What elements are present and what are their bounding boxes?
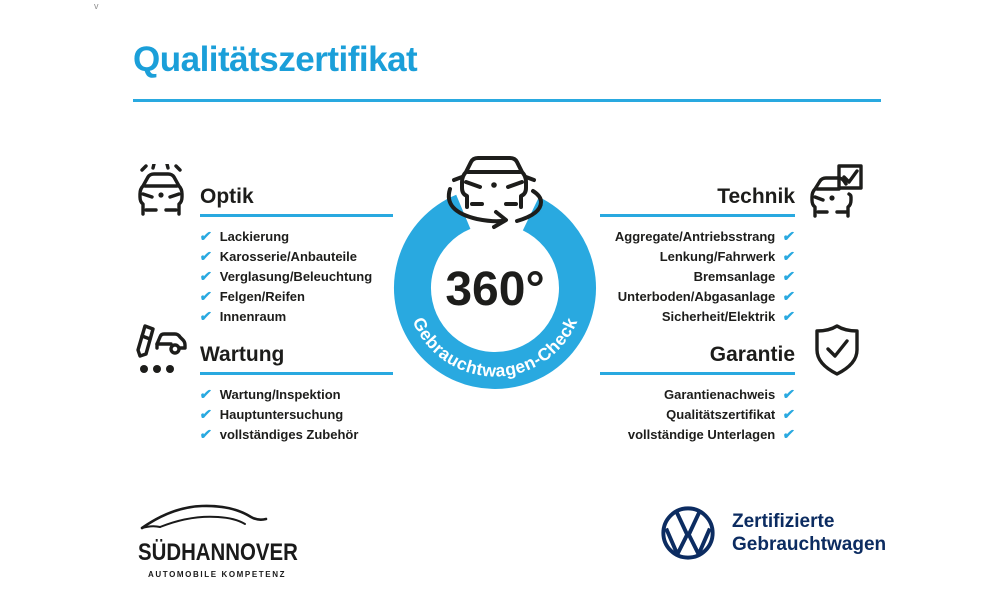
check-icon: ✔	[782, 406, 797, 422]
check-icon: ✔	[198, 248, 213, 264]
vw-certified-line2: Gebrauchtwagen	[732, 534, 887, 555]
check-item-label: Karosserie/Anbauteile	[219, 248, 358, 264]
check-item-label: vollständige Unterlagen	[627, 426, 776, 442]
shield-check-icon	[809, 322, 865, 378]
check-item-label: Verglasung/Beleuchtung	[219, 268, 373, 284]
check-item-label: Lenkung/Fahrwerk	[659, 248, 776, 264]
check-item-label: Unterboden/Abgasanlage	[617, 288, 776, 304]
dealer-name: SÜDHANNOVER	[138, 539, 298, 566]
check-icon: ✔	[198, 308, 213, 324]
check-icon: ✔	[198, 288, 213, 304]
stray-mark: v	[94, 1, 99, 11]
check-item-label: Lackierung	[219, 228, 290, 244]
check-item-label: Aggregate/Antriebsstrang	[614, 228, 776, 244]
check-item-label: Wartung/Inspektion	[219, 386, 341, 402]
check-icon: ✔	[198, 228, 213, 244]
check-icon: ✔	[198, 386, 213, 402]
dealer-logo	[138, 502, 298, 579]
degree-label: 360°	[445, 263, 545, 316]
check-item-label: Bremsanlage	[693, 268, 776, 284]
check-item-label: Qualitätszertifikat	[666, 406, 776, 422]
section-title-garantie: Garantie	[709, 343, 795, 366]
check-icon: ✔	[782, 308, 797, 324]
check-item	[200, 424, 462, 444]
check-item-label: Sicherheit/Elektrik	[661, 308, 776, 324]
check-icon: ✔	[782, 386, 797, 402]
car-silhouette-icon	[138, 502, 270, 532]
section-rule	[200, 372, 393, 375]
section-title-optik: Optik	[200, 185, 254, 208]
check-item-label: Garantienachweis	[663, 386, 776, 402]
vw-certified-label	[732, 510, 886, 556]
check-item-label: Felgen/Reifen	[219, 288, 305, 304]
check-icon: ✔	[782, 268, 797, 284]
check-icon: ✔	[782, 288, 797, 304]
pencil-car-checklist-icon	[133, 322, 189, 378]
check-icon: ✔	[782, 426, 797, 442]
check-icon: ✔	[198, 426, 213, 442]
check-item-label: Innenraum	[219, 308, 287, 324]
vw-logo-icon	[660, 505, 716, 561]
page-title: Qualitätszertifikat	[133, 40, 418, 79]
check-item-label: vollständiges Zubehör	[219, 426, 359, 442]
section-title-wartung: Wartung	[200, 343, 285, 366]
check-icon: ✔	[198, 268, 213, 284]
car-shine-icon	[133, 164, 189, 220]
check-item-label: Hauptuntersuchung	[219, 406, 344, 422]
ring-badge-360	[380, 130, 630, 410]
vw-certified-line1: Zertifizierte	[732, 511, 835, 532]
check-item	[533, 424, 795, 444]
car-checkbox-icon	[809, 164, 865, 220]
section-rule	[200, 214, 393, 217]
check-icon: ✔	[782, 228, 797, 244]
section-title-technik: Technik	[717, 185, 795, 208]
check-icon: ✔	[198, 406, 213, 422]
title-underline	[133, 99, 881, 102]
ring-label: Gebrauchtwagen-Check	[408, 313, 582, 381]
check-icon: ✔	[782, 248, 797, 264]
dealer-tagline: AUTOMOBILE KOMPETENZ	[148, 570, 287, 579]
vw-certified-block	[660, 505, 886, 561]
